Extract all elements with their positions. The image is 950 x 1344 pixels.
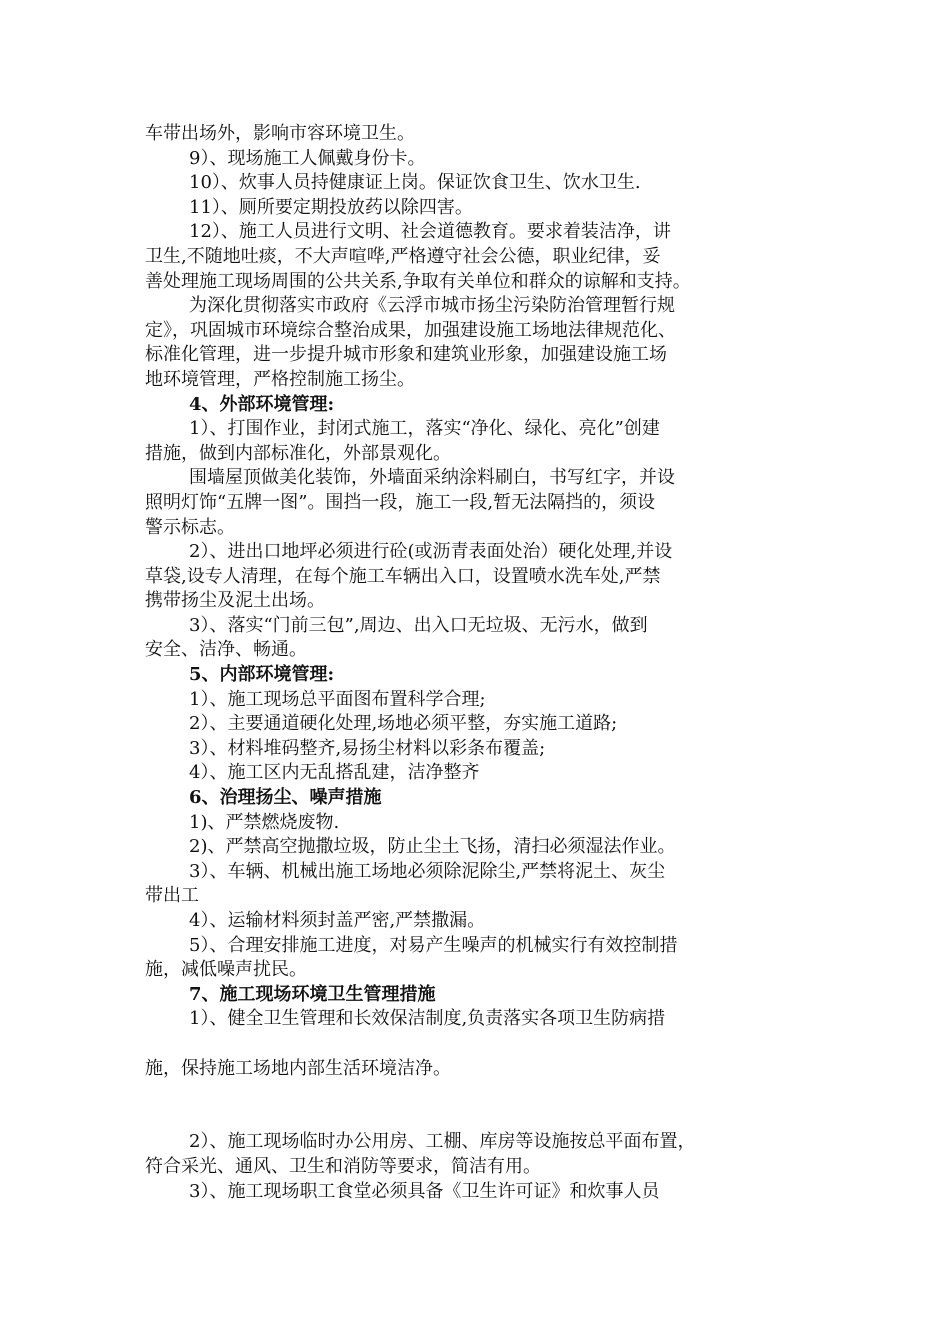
paragraph-line: 地环境管理，严格控制施工扬尘。	[145, 368, 415, 390]
blank-line	[145, 1106, 815, 1131]
paragraph-line: 标准化管理，进一步提升城市形象和建筑业形象，加强建设施工场	[145, 344, 667, 366]
paragraph-line: 3）、车辆、机械出施工场地必须除泥除尘,严禁将泥土、灰尘	[189, 860, 666, 882]
paragraph-line: 安全、洁净、畅通。	[145, 639, 307, 661]
paragraph-line: 3）、材料堆码整齐,易扬尘材料以彩条布覆盖;	[189, 737, 546, 759]
paragraph-line: 照明灯饰“五牌一图”。围挡一段，施工一段,暂无法隔挡的，须设	[145, 491, 656, 513]
paragraph-line: 定》，巩固城市环境综合整治成果，加强建设施工场地法律规范化、	[145, 319, 676, 341]
paragraph-line: 1）、打围作业，封闭式施工，落实“净化、绿化、亮化”创建	[189, 418, 660, 440]
paragraph-line: 措施，做到内部标准化，外部景观化。	[145, 442, 451, 464]
section-heading: 6、治理扬尘、噪声措施	[189, 787, 382, 809]
paragraph-line: 5）、合理安排施工进度，对易产生噪声的机械实行有效控制措	[189, 934, 678, 956]
paragraph-line: 草袋,设专人清理，在每个施工车辆出入口，设置喷水洗车处,严禁	[145, 565, 661, 587]
paragraph-line: 4）、施工区内无乱搭乱建，洁净整齐	[189, 762, 480, 784]
paragraph-line: 卫生,不随地吐痰，不大声喧哗,严格遵守社会公德，职业纪律，妥	[145, 245, 661, 267]
paragraph-line: 施，减低噪声扰民。	[145, 959, 307, 981]
section-heading: 7、施工现场环境卫生管理措施	[189, 983, 436, 1005]
paragraph-line: 1)、严禁燃烧废物.	[189, 811, 340, 833]
paragraph-line: 携带扬尘及泥土出场。	[145, 590, 325, 612]
paragraph-line: 善处理施工现场周围的公共关系,争取有关单位和群众的谅解和支持。	[145, 270, 691, 292]
blank-line	[145, 1032, 815, 1057]
paragraph-line: 2)、严禁高空抛撒垃圾，防止尘土飞扬，清扫必须湿法作业。	[189, 836, 676, 858]
paragraph-line: 11）、厕所要定期投放药以除四害。	[189, 196, 473, 218]
paragraph-line: 车带出场外，影响市容环境卫生。	[145, 123, 415, 144]
paragraph-line: 施，保持施工场地内部生活环境洁净。	[145, 1057, 451, 1079]
section-heading: 5、内部环境管理:	[189, 664, 335, 686]
paragraph-line: 4）、运输材料须封盖严密,严禁撒漏。	[189, 910, 486, 931]
paragraph-line: 3）、落实“门前三包”,周边、出入口无垃圾、无污水，做到	[189, 614, 648, 636]
paragraph-line: 2）、施工现场临时办公用房、工棚、库房等设施按总平面布置，	[189, 1131, 696, 1153]
paragraph-line: 10）、炊事人员持健康证上岗。保证饮食卫生、饮水卫生.	[189, 172, 641, 194]
paragraph-line: 符合采光、通风、卫生和消防等要求，简洁有用。	[145, 1155, 541, 1177]
paragraph-line: 12）、施工人员进行文明、社会道德教育。要求着装洁净，讲	[189, 221, 671, 243]
paragraph-line: 1）、健全卫生管理和长效保洁制度,负责落实各项卫生防病措	[189, 1008, 666, 1030]
blank-line	[145, 1081, 815, 1106]
document-page	[145, 122, 815, 1204]
paragraph-line: 3）、施工现场职工食堂必须具备《卫生许可证》和炊事人员	[189, 1180, 660, 1202]
paragraph-line: 2）、进出口地坪必须进行砼(或沥青表面处治）硬化处理,并设	[189, 541, 673, 563]
paragraph-line: 带出工	[145, 885, 199, 907]
paragraph-line: 围墙屋顶做美化装饰，外墙面采纳涂料刷白，书写红字，并设	[189, 467, 675, 489]
paragraph-line: 为深化贯彻落实市政府《云浮市城市扬尘污染防治管理暂行规	[189, 295, 675, 317]
paragraph-line: 1）、施工现场总平面图布置科学合理;	[189, 688, 486, 710]
paragraph-line: 9）、现场施工人佩戴身份卡。	[189, 147, 426, 169]
paragraph-line: 2）、主要通道硬化处理,场地必须平整，夯实施工道路;	[189, 713, 618, 735]
section-heading: 4、外部环境管理:	[189, 393, 335, 415]
paragraph-line: 警示标志。	[145, 516, 235, 538]
